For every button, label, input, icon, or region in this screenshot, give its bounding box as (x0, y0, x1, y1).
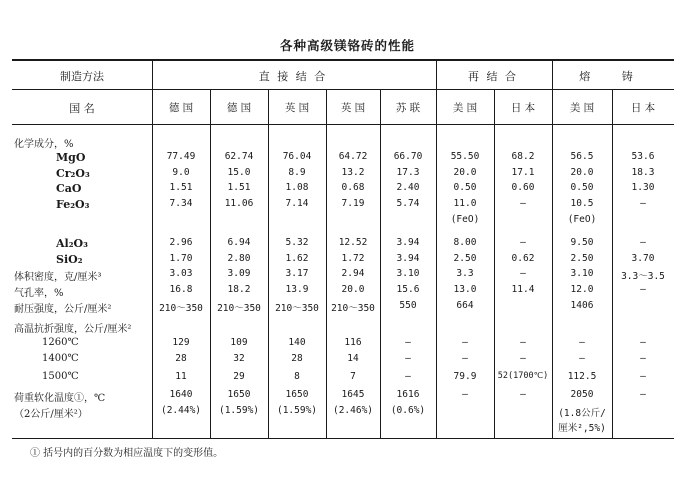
table-cell: — (640, 237, 646, 248)
row-label: 高温抗折强度，公斤/厘米² (14, 324, 132, 335)
table-cell: (1.59%) (218, 405, 260, 416)
country-header: 国 名 (69, 102, 95, 115)
table-cell: 3.10 (570, 268, 594, 279)
method-header: 制造方法 (60, 70, 104, 83)
table-cell: 210～350 (331, 303, 375, 314)
table-cell: 3.3～3.5 (621, 271, 665, 282)
table-cell: 210～350 (159, 303, 203, 314)
row-label: CaO (56, 182, 82, 195)
table-cell: 2.96 (169, 237, 193, 248)
table-cell: 129 (172, 337, 190, 348)
table-cell: — (579, 353, 585, 364)
column-divider (380, 90, 381, 438)
row-label: Al₂O₃ (56, 237, 88, 250)
table-cell: — (640, 337, 646, 348)
table-cell: 28 (175, 353, 187, 364)
table-cell: — (640, 198, 646, 209)
table-cell: 210～350 (275, 303, 319, 314)
table-cell: 550 (399, 300, 417, 311)
table-cell: 3.17 (285, 268, 309, 279)
table-cell: 1.62 (285, 253, 309, 264)
country-8: 日 本 (630, 102, 656, 114)
top-rule (12, 59, 674, 61)
table-cell: 1.72 (341, 253, 365, 264)
table-cell: 664 (456, 300, 474, 311)
table-cell: 62.74 (224, 151, 254, 162)
table-cell: 1616 (396, 389, 420, 400)
row-label: 1400℃ (42, 353, 79, 364)
table-cell: (0.6%) (390, 405, 426, 416)
table-cell: 68.2 (511, 151, 535, 162)
table-cell: 3.09 (227, 268, 251, 279)
country-0: 德 国 (168, 102, 194, 114)
table-cell: 7 (350, 371, 356, 382)
column-divider (612, 90, 613, 438)
table-cell: 28 (291, 353, 303, 364)
table-cell: (FeO) (450, 214, 480, 225)
table-cell: 13.2 (341, 167, 365, 178)
table-cell: 8 (294, 371, 300, 382)
table-cell: 64.72 (338, 151, 368, 162)
table-cell: — (640, 371, 646, 382)
table-cell: 13.0 (453, 284, 477, 295)
group-rebonded: 再 结 合 (468, 70, 518, 83)
row-label: 荷重软化温度①，℃ (14, 393, 106, 404)
table-cell: 29 (233, 371, 245, 382)
table-cell: 0.62 (511, 253, 535, 264)
table-cell: — (405, 337, 411, 348)
table-cell: 16.8 (169, 284, 193, 295)
table-cell: 116 (344, 337, 362, 348)
table-cell: 1650 (227, 389, 251, 400)
table-cell: 2050 (570, 389, 594, 400)
country-3: 英 国 (340, 102, 366, 114)
column-divider (210, 90, 211, 438)
table-cell: 66.70 (393, 151, 423, 162)
table-cell: 32 (233, 353, 245, 364)
table-cell: 0.50 (453, 182, 477, 193)
row-label: 体积密度，克/厘米³ (14, 272, 102, 283)
table-cell: 3.70 (631, 253, 655, 264)
table-cell: 11.0 (453, 198, 477, 209)
table-cell: — (405, 353, 411, 364)
table-cell: — (462, 337, 468, 348)
table-cell: 1.30 (631, 182, 655, 193)
table-cell: 76.04 (282, 151, 312, 162)
table-cell: 6.94 (227, 237, 251, 248)
table-cell: 8.00 (453, 237, 477, 248)
table-cell: 9.50 (570, 237, 594, 248)
country-2: 英 国 (284, 102, 310, 114)
table-cell: 53.6 (631, 151, 655, 162)
table-cell: 3.03 (169, 268, 193, 279)
country-7: 美 国 (569, 102, 595, 114)
table-cell: 14 (347, 353, 359, 364)
table-cell: 1.51 (169, 182, 193, 193)
table-cell: 56.5 (570, 151, 594, 162)
table-cell: 厘米²,5%) (558, 423, 606, 434)
table-cell: 210～350 (217, 303, 261, 314)
table-cell: 52(1700℃) (497, 371, 549, 381)
table-cell: — (640, 389, 646, 400)
table-cell: 7.19 (341, 198, 365, 209)
row-label: SiO₂ (56, 253, 83, 266)
table-cell: 12.0 (570, 284, 594, 295)
table-cell: 11.4 (511, 284, 535, 295)
table-cell: 20.0 (570, 167, 594, 178)
row-label: 1500℃ (42, 371, 79, 382)
country-5: 美 国 (452, 102, 478, 114)
column-divider (268, 90, 269, 438)
table-cell: 18.2 (227, 284, 251, 295)
table-cell: 3.3 (456, 268, 474, 279)
table-cell: 1.51 (227, 182, 251, 193)
row-label: 耐压强度，公斤/厘米² (14, 304, 112, 315)
table-cell: 13.9 (285, 284, 309, 295)
table-cell: — (579, 337, 585, 348)
table-cell: 17.3 (396, 167, 420, 178)
table-cell: 112.5 (567, 371, 597, 382)
row-label: Fe₂O₃ (56, 198, 90, 211)
table-cell: — (520, 198, 526, 209)
table-cell: 109 (230, 337, 248, 348)
column-divider (494, 90, 495, 438)
header-bottom-rule (12, 124, 674, 125)
table-cell: 7.34 (169, 198, 193, 209)
group-direct-bonded: 直 接 结 合 (258, 70, 328, 83)
row-label: MgO (56, 151, 86, 164)
table-title: 各种高级镁铬砖的性能 (279, 38, 415, 53)
table-cell: 15.6 (396, 284, 420, 295)
table-cell: 9.0 (172, 167, 190, 178)
table-cell: 1.08 (285, 182, 309, 193)
table-cell: (2.46%) (332, 405, 374, 416)
row-label: 化学成分，% (14, 139, 74, 150)
table-cell: 20.0 (341, 284, 365, 295)
table-cell: 2.40 (396, 182, 420, 193)
country-1: 德 国 (226, 102, 252, 114)
table-cell: 3.94 (396, 237, 420, 248)
table-cell: 17.1 (511, 167, 535, 178)
table-cell: — (520, 389, 526, 400)
table-cell: 10.5 (570, 198, 594, 209)
table-cell: 15.0 (227, 167, 251, 178)
table-cell: 0.60 (511, 182, 535, 193)
group-fused-cast: 熔 铸 (579, 70, 647, 83)
table-cell: — (462, 389, 468, 400)
table-cell: 55.50 (450, 151, 480, 162)
table-cell: 5.32 (285, 237, 309, 248)
table-cell: 2.50 (453, 253, 477, 264)
table-cell: — (462, 353, 468, 364)
table-cell: 2.80 (227, 253, 251, 264)
table-cell: — (405, 371, 411, 382)
table-cell: 1650 (285, 389, 309, 400)
table-cell: 140 (288, 337, 306, 348)
table-cell: 77.49 (166, 151, 196, 162)
footnote: ① 括号内的百分数为相应温度下的变形值。 (30, 448, 224, 459)
bottom-rule (12, 438, 674, 439)
row-label: 气孔率，% (14, 288, 64, 299)
table-cell: 1.70 (169, 253, 193, 264)
table-cell: 18.3 (631, 167, 655, 178)
table-cell: 3.10 (396, 268, 420, 279)
table-cell: 7.14 (285, 198, 309, 209)
table-cell: — (640, 353, 646, 364)
table-cell: 0.50 (570, 182, 594, 193)
table-cell: (1.59%) (276, 405, 318, 416)
header-divider (12, 89, 674, 90)
table-cell: (1.8公斤/ (558, 408, 606, 419)
table-cell: 3.94 (396, 253, 420, 264)
table-cell: 1640 (169, 389, 193, 400)
row-label: Cr₂O₃ (56, 167, 90, 180)
country-4: 苏 联 (395, 102, 421, 114)
table-cell: 1645 (341, 389, 365, 400)
column-divider (326, 90, 327, 438)
table-cell: (FeO) (567, 214, 597, 225)
table-cell: 79.9 (453, 371, 477, 382)
country-6: 日 本 (510, 102, 536, 114)
table-cell: — (520, 337, 526, 348)
table-cell: 2.50 (570, 253, 594, 264)
table-cell: 8.9 (288, 167, 306, 178)
table-cell: — (520, 237, 526, 248)
table-cell: 2.94 (341, 268, 365, 279)
table-cell: 11.06 (224, 198, 254, 209)
table-cell: 12.52 (338, 237, 368, 248)
table-cell: — (640, 284, 646, 295)
table-cell: — (520, 268, 526, 279)
table-cell: 11 (175, 371, 187, 382)
row-label: （2公斤/厘米²） (14, 409, 88, 420)
table-cell: 1406 (570, 300, 594, 311)
table-cell: 20.0 (453, 167, 477, 178)
table-cell: 5.74 (396, 198, 420, 209)
row-label: 1260℃ (42, 337, 79, 348)
table-cell: (2.44%) (160, 405, 202, 416)
table-cell: 0.68 (341, 182, 365, 193)
table-cell: — (520, 353, 526, 364)
